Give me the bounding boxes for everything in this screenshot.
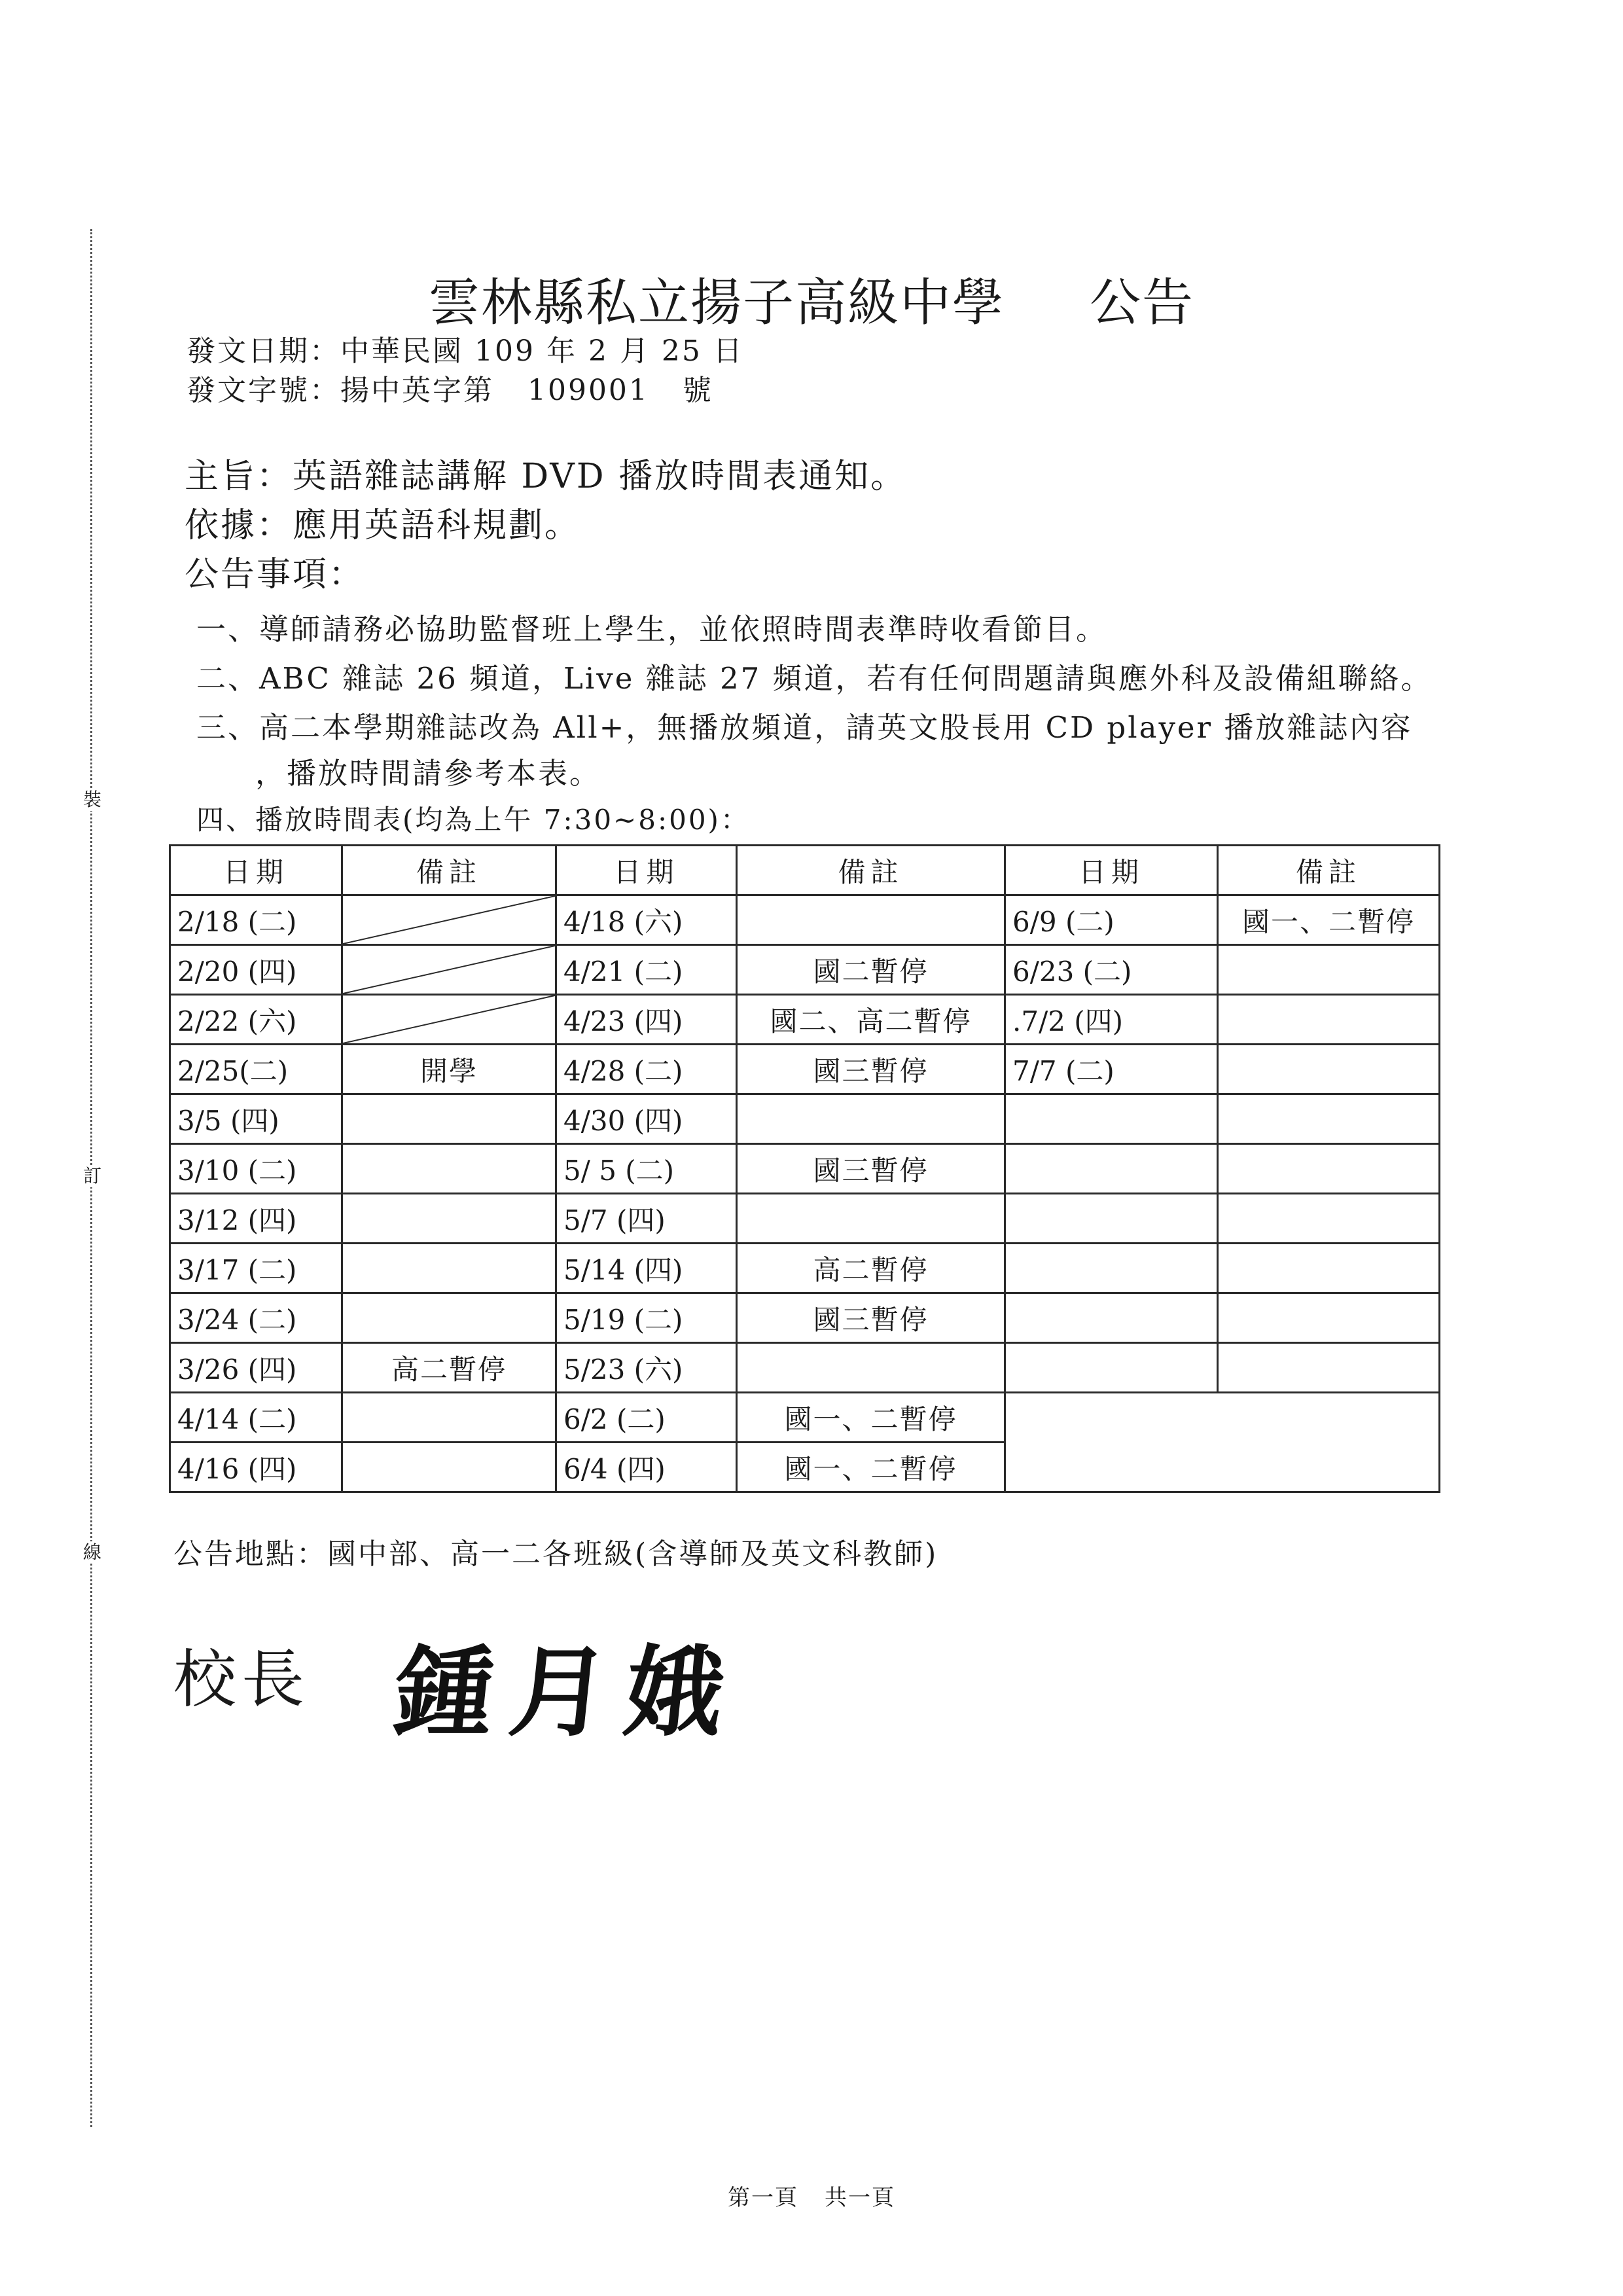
table-cell: 國三暫停 xyxy=(737,1045,1005,1094)
notice-item-1: 一、導師請務必協助監督班上學生，並依照時間表準時收看節目。 xyxy=(196,612,1108,647)
binding-mark-xian: 線 xyxy=(81,1541,103,1564)
table-cell: 5/23 (六) xyxy=(556,1343,737,1393)
table-cell-diagonal xyxy=(342,945,556,995)
table-cell: 國二暫停 xyxy=(737,945,1005,995)
table-row xyxy=(170,1045,1440,1094)
table-cell: 4/30 (四) xyxy=(556,1094,737,1144)
table-cell xyxy=(1005,1343,1218,1393)
table-row xyxy=(170,1293,1440,1343)
binding-mark-zhuang: 裝 xyxy=(81,789,103,811)
table-cell xyxy=(1005,1293,1218,1343)
table-cell xyxy=(342,1094,556,1144)
diagonal-line xyxy=(343,946,555,994)
table-cell xyxy=(1218,1144,1440,1194)
notice-item-4: 四、播放時間表(均為上午 7:30~8:00)： xyxy=(196,804,750,836)
table-cell: 4/28 (二) xyxy=(556,1045,737,1094)
table-cell: 3/12 (四) xyxy=(170,1194,342,1244)
table-cell: 5/14 (四) xyxy=(556,1244,737,1293)
table-cell: 2/25(二) xyxy=(170,1045,342,1094)
table-row xyxy=(170,895,1440,945)
table-cell xyxy=(737,1343,1005,1393)
table-cell xyxy=(1218,1094,1440,1144)
schedule-table xyxy=(169,844,1440,1493)
table-cell: 3/17 (二) xyxy=(170,1244,342,1293)
principal-label: 校長 xyxy=(173,1643,310,1716)
table-cell xyxy=(737,1194,1005,1244)
table-empty-block xyxy=(1005,1393,1440,1492)
table-cell: 6/23 (二) xyxy=(1005,945,1218,995)
header-note-3: 備註 xyxy=(1218,846,1440,895)
header-date-3: 日期 xyxy=(1005,846,1218,895)
table-cell: 7/7 (二) xyxy=(1005,1045,1218,1094)
table-cell: 開學 xyxy=(342,1045,556,1094)
issue-date-label: 發文日期： xyxy=(187,334,340,368)
table-cell: 5/ 5 (二) xyxy=(556,1144,737,1194)
table-cell xyxy=(1218,945,1440,995)
table-cell xyxy=(342,1443,556,1492)
subject-line: 主旨：英語雜誌講解 DVD 播放時間表通知。 xyxy=(185,457,907,496)
header-date-1: 日期 xyxy=(170,846,342,895)
table-cell-diagonal xyxy=(342,895,556,945)
table-cell: 6/2 (二) xyxy=(556,1393,737,1443)
table-header-row xyxy=(170,846,1440,895)
principal-signature: 鍾月娥 xyxy=(389,1635,747,1750)
table-cell: 3/24 (二) xyxy=(170,1293,342,1343)
table-cell xyxy=(1005,1144,1218,1194)
table-cell: 4/16 (四) xyxy=(170,1443,342,1492)
binding-mark-ding: 訂 xyxy=(81,1165,103,1187)
table-cell xyxy=(1218,1244,1440,1293)
header-date-2: 日期 xyxy=(556,846,737,895)
issue-number: 揚中英字第 109001 號 xyxy=(340,374,713,407)
table-cell: 國一、二暫停 xyxy=(737,1443,1005,1492)
table-cell xyxy=(1218,1293,1440,1343)
table-cell xyxy=(737,895,1005,945)
table-cell: 2/18 (二) xyxy=(170,895,342,945)
table-cell xyxy=(1218,1194,1440,1244)
table-cell xyxy=(342,1144,556,1194)
table-cell: 6/9 (二) xyxy=(1005,895,1218,945)
notice-item-3: 三、高二本學期雜誌改為 All+，無播放頻道，請英文股長用 CD player 播放雜誌內容 xyxy=(196,710,1413,745)
table-row xyxy=(170,995,1440,1045)
title-suffix: 公告 xyxy=(1090,274,1195,332)
diagonal-line xyxy=(343,896,555,944)
table-cell: 國一、二暫停 xyxy=(1218,895,1440,945)
table-cell: 5/19 (二) xyxy=(556,1293,737,1343)
issue-date: 中華民國 109 年 2 月 25 日 xyxy=(340,334,744,368)
table-row xyxy=(170,1393,1440,1443)
table-cell: 國二、高二暫停 xyxy=(737,995,1005,1045)
school-name: 雲林縣私立揚子高級中學 xyxy=(428,274,1005,332)
header-note-2: 備註 xyxy=(737,846,1005,895)
table-cell xyxy=(1005,1244,1218,1293)
table-row xyxy=(170,945,1440,995)
table-cell: 3/5 (四) xyxy=(170,1094,342,1144)
table-cell: 4/18 (六) xyxy=(556,895,737,945)
issue-number-line xyxy=(187,367,713,408)
table-cell xyxy=(1218,1045,1440,1094)
header-note-1: 備註 xyxy=(342,846,556,895)
table-row xyxy=(170,1144,1440,1194)
table-cell: 2/22 (六) xyxy=(170,995,342,1045)
table-cell: 2/20 (四) xyxy=(170,945,342,995)
page-number-current: 第一頁 xyxy=(728,2185,798,2211)
table-cell: 3/26 (四) xyxy=(170,1343,342,1393)
table-cell: 4/21 (二) xyxy=(556,945,737,995)
table-cell xyxy=(342,1293,556,1343)
table-cell: 高二暫停 xyxy=(342,1343,556,1393)
table-row xyxy=(170,1343,1440,1393)
table-cell xyxy=(1005,1194,1218,1244)
table-cell xyxy=(342,1194,556,1244)
table-cell: 高二暫停 xyxy=(737,1244,1005,1293)
table-cell: 國三暫停 xyxy=(737,1293,1005,1343)
page-number xyxy=(0,2179,1623,2212)
table-cell: 5/7 (四) xyxy=(556,1194,737,1244)
table-cell: 4/14 (二) xyxy=(170,1393,342,1443)
page-number-total: 共一頁 xyxy=(825,2185,895,2211)
issue-number-label: 發文字號： xyxy=(187,374,340,407)
table-row xyxy=(170,1194,1440,1244)
notice-location: 公告地點：國中部、高一二各班級(含導師及英文科教師) xyxy=(173,1537,938,1571)
table-cell: 4/23 (四) xyxy=(556,995,737,1045)
table-cell xyxy=(1005,1094,1218,1144)
notice-item-2: 二、ABC 雜誌 26 頻道，Live 雜誌 27 頻道，若有任何問題請與應外科及設備組聯絡。 xyxy=(196,661,1433,696)
diagonal-line xyxy=(343,996,555,1043)
table-cell: .7/2 (四) xyxy=(1005,995,1218,1045)
notice-heading: 公告事項： xyxy=(185,555,365,594)
table-cell: 3/10 (二) xyxy=(170,1144,342,1194)
table-cell: 6/4 (四) xyxy=(556,1443,737,1492)
document-title xyxy=(0,262,1623,335)
table-row xyxy=(170,1094,1440,1144)
table-row xyxy=(170,1244,1440,1293)
issue-date-line xyxy=(187,327,744,369)
table-cell xyxy=(342,1244,556,1293)
table-cell xyxy=(737,1094,1005,1144)
notice-item-3-cont: ，播放時間請參考本表。 xyxy=(255,756,601,791)
table-cell xyxy=(1218,1343,1440,1393)
table-cell: 國三暫停 xyxy=(737,1144,1005,1194)
table-cell xyxy=(342,1393,556,1443)
basis-line: 依據：應用英語科規劃。 xyxy=(185,506,581,545)
table-cell-diagonal xyxy=(342,995,556,1045)
table-cell: 國一、二暫停 xyxy=(737,1393,1005,1443)
table-cell xyxy=(1218,995,1440,1045)
